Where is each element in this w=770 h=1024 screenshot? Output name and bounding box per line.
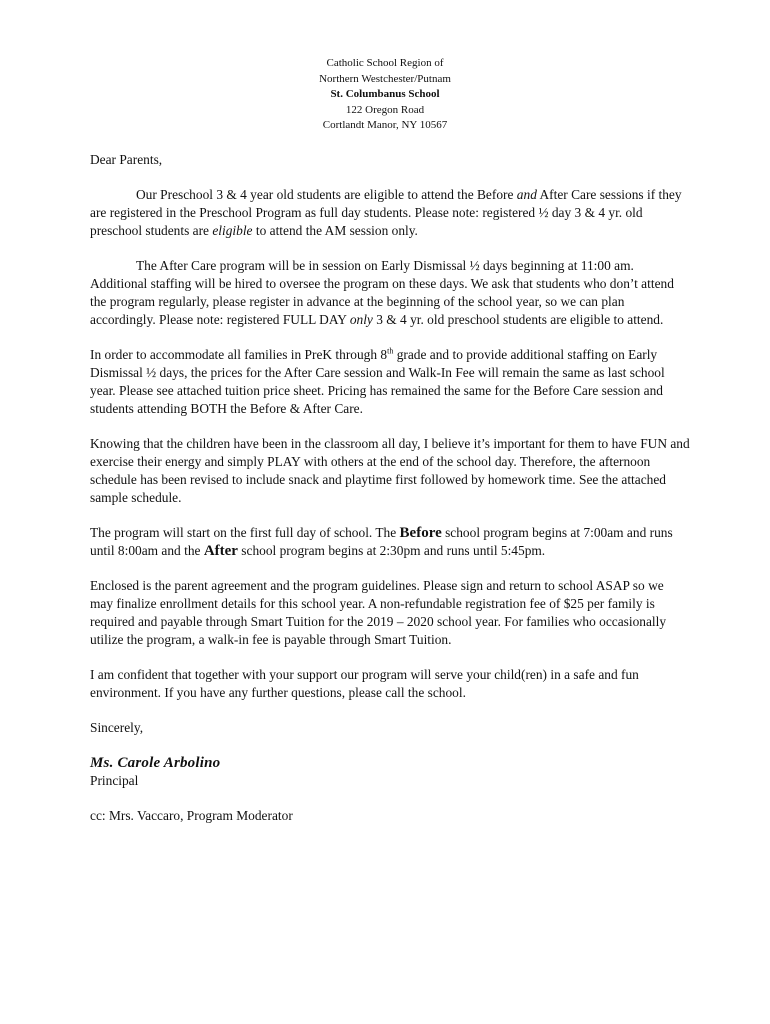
paragraph-program-times <box>90 524 690 560</box>
p1-text-b: After Care sessions if they are registered in the Preschool Program as full day students. Please note: registered ½ day 3 & 4 yr. old preschool students are <box>90 187 682 238</box>
p5-text-c: school program begins at 2:30pm and runs until 5:45pm. <box>237 543 546 558</box>
p1-text-a: Our Preschool 3 & 4 year old students are eligible to attend the Before <box>136 187 517 202</box>
letter-body <box>90 151 690 825</box>
paragraph-early-dismissal <box>90 257 690 329</box>
p5-after-label: After <box>203 543 238 559</box>
p1-text-c: to attend the AM session only. <box>252 223 418 238</box>
closing-sincerely: Sincerely, <box>90 720 144 735</box>
p2-text-b: 3 & 4 yr. old preschool students are eligible to attend. <box>372 312 664 327</box>
signer-title: Principal <box>90 773 139 788</box>
p5-text-b: school program begins at 7:00am and runs until 8:00am and the <box>90 525 673 558</box>
paragraph-closing: I am confident that together with your support our program will serve your child(ren) in a safe and fun environment. If you have any further questions, please call the school. <box>90 667 639 700</box>
p5-text-a: The program will start on the first full day of school. The <box>90 525 400 540</box>
signature: Ms. Carole Arbolino <box>90 755 221 771</box>
street-address: 122 Oregon Road <box>345 103 425 116</box>
p3-text-a: In order to accommodate all families in PreK through 8 <box>90 347 388 362</box>
paragraph-schedule: Knowing that the children have been in the classroom all day, I believe it’s important for them to have FUN and exercise their energy and simply PLAY with others at the end of the school day. Therefore, the afternoon schedule has been revised to include snack and playtime first followed by homework time. See the attached sample schedule. <box>90 436 690 505</box>
p1-emphasis-eligible: eligible <box>212 223 253 238</box>
p2-text-a: The After Care program will be in session on Early Dismissal ½ days beginning at 11:00 am. Additional staffing will be hired to oversee the program on these days. We ask that students who don’t attend the program regularly, please register in advance at the beginning of the school year, so we can plan accordingly. Please note: registered FULL DAY <box>90 258 674 327</box>
cc-line: cc: Mrs. Vaccaro, Program Moderator <box>90 808 293 823</box>
school-name: St. Columbanus School <box>330 88 440 100</box>
letterhead <box>0 56 770 134</box>
p1-emphasis-and: and <box>516 187 537 202</box>
salutation: Dear Parents, <box>90 152 163 167</box>
letterhead-line-2: Northern Westchester/Putnam <box>319 72 451 85</box>
letterhead-line-1: Catholic School Region of <box>326 57 444 69</box>
p5-before-label: Before <box>399 525 442 541</box>
city-address: Cortlandt Manor, NY 10567 <box>322 119 448 131</box>
p3-superscript: th <box>387 346 394 356</box>
paragraph-preschool-eligibility <box>90 186 690 240</box>
paragraph-registration: Enclosed is the parent agreement and the program guidelines. Please sign and return to school ASAP so we may finalize enrollment details for this school year. A non-refundable registration fee of $25 per family is required and payable through Smart Tuition for the 2019 – 2020 school year. For families who occasionally utilize the program, a walk-in fee is payable through Smart Tuition. <box>90 578 667 647</box>
paragraph-pricing <box>90 346 690 418</box>
p2-emphasis-only: only <box>349 312 373 327</box>
p3-text-b: grade and to provide additional staffing on Early Dismissal ½ days, the prices for the After Care session and Walk-In Fee will remain the same as last school year. Please see attached tuition price sheet. Pricing has remained the same for the Before Care session and students attending BOTH the Before & After Care. <box>90 347 665 416</box>
